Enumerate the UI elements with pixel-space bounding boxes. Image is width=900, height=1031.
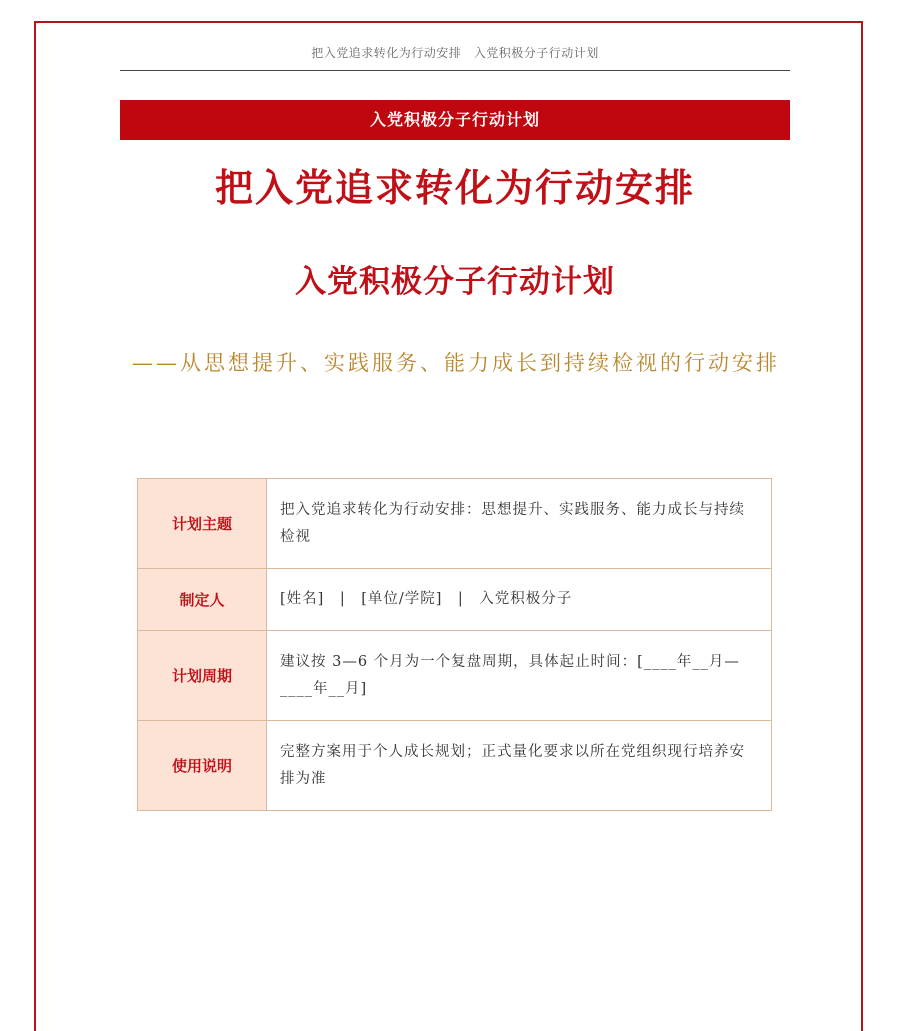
title-banner: 入党积极分子行动计划 (120, 100, 790, 140)
row-label-theme: 计划主题 (138, 479, 267, 569)
row-value-period: 建议按 3—6 个月为一个复盘周期，具体起止时间：[____年__月—____年__月] (267, 631, 772, 721)
running-header: 把入党追求转化为行动安排 入党积极分子行动计划 (311, 46, 599, 60)
table-row (138, 479, 772, 569)
table-row (138, 721, 772, 811)
row-value-theme: 把入党追求转化为行动安排：思想提升、实践服务、能力成长与持续检视 (267, 479, 772, 569)
header-rule (120, 70, 790, 71)
row-label-usage: 使用说明 (138, 721, 267, 811)
plan-info-table (137, 478, 772, 811)
row-value-author: [姓名] | [单位/学院] | 入党积极分子 (267, 569, 772, 631)
page-tagline: ——从思想提升、实践服务、能力成长到持续检视的行动安排 (132, 351, 780, 375)
row-label-period: 计划周期 (138, 631, 267, 721)
table-row (138, 631, 772, 721)
page-title: 把入党追求转化为行动安排 (214, 166, 695, 210)
page-subtitle: 入党积极分子行动计划 (295, 264, 615, 300)
row-value-usage: 完整方案用于个人成长规划；正式量化要求以所在党组织现行培养安排为准 (267, 721, 772, 811)
table-row (138, 569, 772, 631)
row-label-author: 制定人 (138, 569, 267, 631)
